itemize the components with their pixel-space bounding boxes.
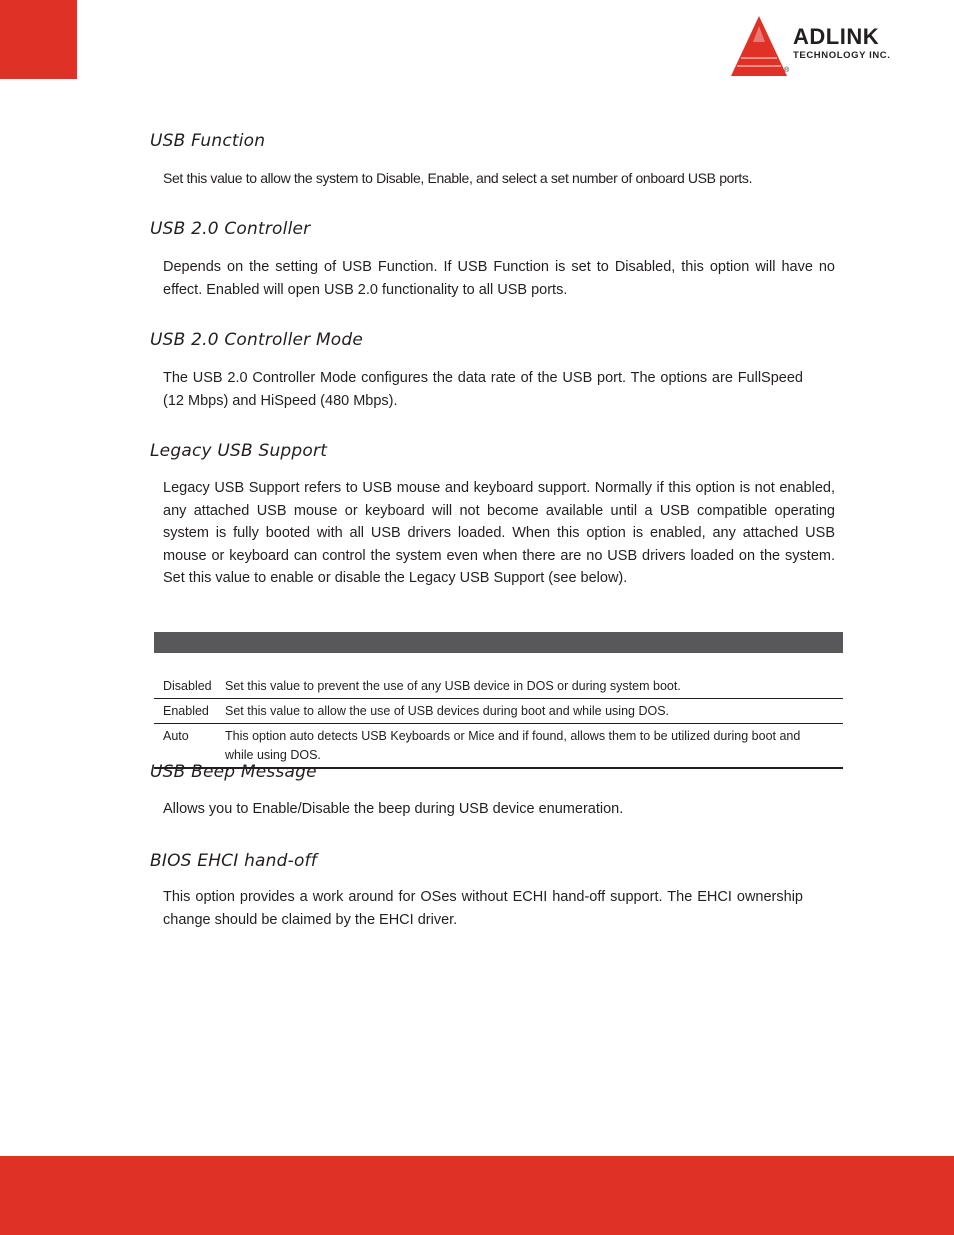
logo-wordmark: ADLINK [793,24,880,49]
section-body-usb-controller-mode: The USB 2.0 Controller Mode configures the data rate of the USB port. The options are FullSpeed (12 Mbps) and HiSpeed (480 Mbps). [163,370,803,409]
section-body-usb-function: Set this value to allow the system to Disable, Enable, and select a set number of onboard USB ports. [163,170,753,186]
section-body-usb-beep-message: Allows you to Enable/Disable the beep during USB device enumeration. [163,801,624,817]
section-title-usb-function: USB Function [150,131,266,151]
section-title-usb-controller-mode: USB 2.0 Controller Mode [150,330,364,350]
section-title-bios-ehci-handoff: BIOS EHCI hand-off [150,851,317,871]
logo-registered-mark: ® [784,67,790,74]
table-row [154,699,843,724]
section-body-legacy-usb-support: Legacy USB Support refers to USB mouse and keyboard support. Normally if this option is not enabled, any attached USB mouse or keyboard will not become available until a USB compatible operating system is fully booted with all USB drivers loaded. When this option is enabled, any attached USB mouse or keyboard can control the system even when there are no USB drivers loaded on the system. Set this value to enable or disable the Legacy USB Support (see below). [163,480,835,586]
footer-band [0,1156,954,1235]
table-description: Set this value to prevent the use of any USB device in DOS or during system boot. [225,679,681,693]
table-row [154,653,843,699]
table-option: Disabled [163,679,212,693]
logo-tagline: TECHNOLOGY INC. [793,50,891,61]
table-description: Set this value to allow the use of USB devices during boot and while using DOS. [225,704,670,718]
section-body-bios-ehci-handoff: This option provides a work around for OSes without ECHI hand-off support. The EHCI ownership change should be claimed by the EHCI driver. [163,889,803,928]
section-body-usb-controller: Depends on the setting of USB Function. If USB Function is set to Disabled, this option will have no effect. Enabled will open USB 2.0 functionality to all USB ports. [163,259,835,298]
triangle-logo-icon [727,14,790,78]
section-title-usb-beep-message: USB Beep Message [150,762,317,782]
legacy-usb-options-table [154,632,843,769]
table-option: Enabled [163,704,209,718]
corner-tab [0,0,77,79]
section-title-legacy-usb-support: Legacy USB Support [150,441,328,461]
adlink-logo [727,14,927,78]
table-description: This option auto detects USB Keyboards or Mice and if found, allows them to be utilized during boot and while using DOS. [225,729,801,762]
section-title-usb-controller: USB 2.0 Controller [150,219,311,239]
table-option: Auto [163,729,189,743]
table-header-bar [154,632,843,653]
